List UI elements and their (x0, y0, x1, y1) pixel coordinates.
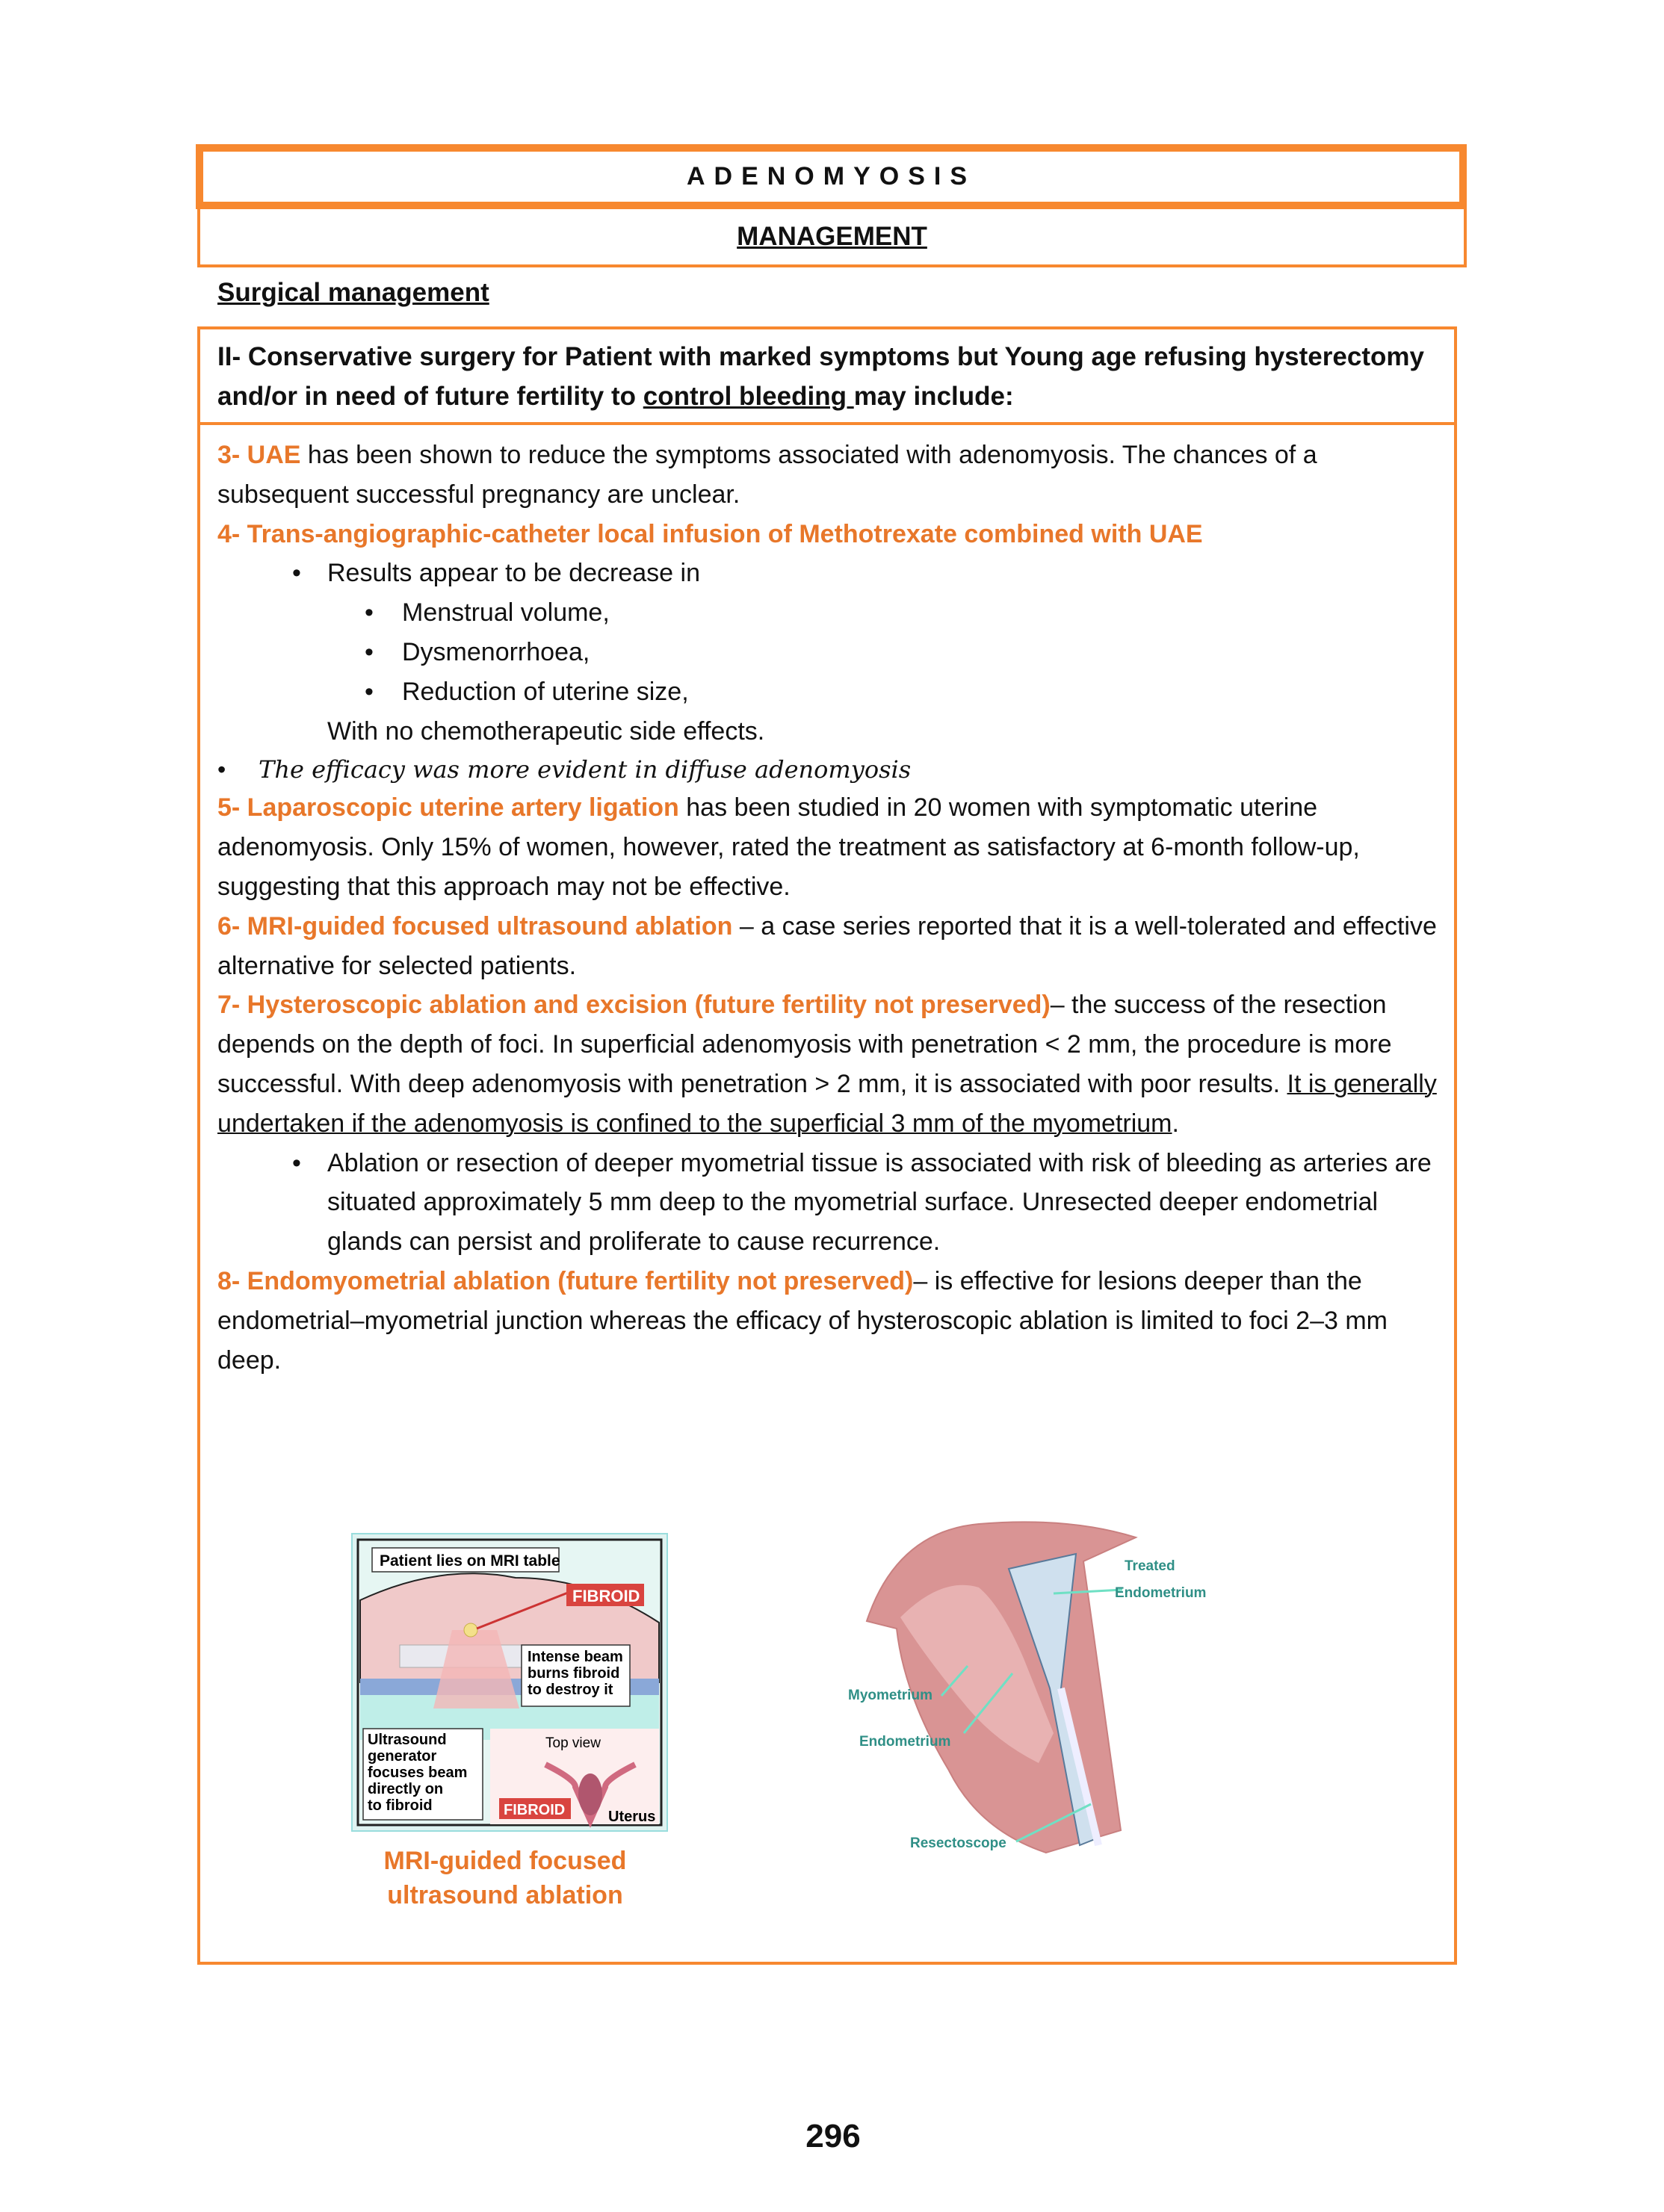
item-text: has been shown to reduce the symptoms associated with adenomyosis. The chances of a subsequent successful pregnancy are unclear. (217, 441, 1317, 509)
bullet: • Results appear to be decrease in (217, 554, 1443, 593)
item-uae (217, 436, 1443, 515)
item-underlined: It is generally undertaken if the adenomyosis is confined to the superficial 3 mm of the myometrium (217, 1069, 1437, 1138)
fig-label-myometrium: Myometrium (848, 1688, 932, 1703)
caption-line: ultrasound ablation (387, 1881, 623, 1909)
item-text: – a case series reported that it is a well-tolerated and effective alternative for selected patients. (217, 911, 1437, 980)
section-heading: Surgical management (217, 278, 489, 307)
body-text (217, 436, 1443, 1380)
figure-caption (351, 1844, 659, 1912)
intro-end: may include: (853, 382, 1014, 411)
fig-label-beam: burns fibroid (528, 1665, 620, 1682)
fig-label-top-view: Top view (545, 1735, 601, 1751)
note: With no chemotherapeutic side effects. (327, 716, 765, 746)
item-label: 5- Laparoscopic uterine artery ligation (217, 793, 679, 822)
italic-bullet: • The efficacy was more evident in diffuse adenomyosis (217, 751, 1443, 788)
fig-label-generator: directly on (368, 1781, 444, 1797)
fig-label-fibroid: FIBROID (572, 1587, 640, 1605)
resectoscope-figure (829, 1517, 1218, 1860)
sub-bullet: • Dysmenorrhoea, (217, 633, 1443, 672)
fig-label-beam: Intense beam (528, 1649, 623, 1665)
fig-label-uterus: Uterus (608, 1809, 656, 1825)
item-label: 6- MRI-guided focused ultrasound ablation (217, 911, 733, 941)
fig-label-generator: focuses beam (368, 1765, 468, 1781)
subtitle-box (197, 209, 1467, 267)
fig-label-generator: generator (368, 1748, 437, 1765)
intro-text: II- Conservative surgery for Patient with marked symptoms but Young age refusing hysterectomy and/or in need of future fertility to (217, 342, 1424, 411)
bullet: • Ablation or resection of deeper myometrial tissue is associated with risk of bleeding as arteries are situated approximately 5 mm deep to the myometrial surface. Unresected deeper endometrial glands can persist and proliferate to cause recurrence. (217, 1144, 1443, 1262)
item-lap (217, 788, 1443, 906)
sub-bullet: • Menstrual volume, (217, 593, 1443, 633)
item-label: 7- Hysteroscopic ablation and excision (future fertility not preserved) (217, 991, 1051, 1020)
fig-label-resectoscope: Resectoscope (910, 1835, 1006, 1851)
item-label: 3- UAE (217, 441, 301, 469)
fig-label-beam: to destroy it (528, 1682, 613, 1698)
item-mtx (217, 515, 1443, 554)
caption-line: MRI-guided focused (383, 1847, 627, 1875)
fig-label-endometrium: Endometrium (859, 1734, 951, 1750)
page-number: 296 (805, 2118, 861, 2154)
item-endo (217, 1262, 1443, 1380)
item-label: 4- Trans-angiographic-catheter local infusion of Methotrexate combined with UAE (217, 519, 1203, 548)
fig-label-generator: Ultrasound (368, 1732, 447, 1748)
fig-label-fibroid2: FIBROID (504, 1802, 566, 1818)
fig-label-generator: to fibroid (368, 1797, 433, 1814)
page-title: ADENOMYOSIS (686, 162, 977, 190)
title-box (196, 144, 1467, 209)
item-text: – the success of the resection depends on the depth of foci. In superficial adenomyosis with penetration < 2 mm, the procedure is more successful. With deep adenomyosis with penetration > 2 mm, it is associated with poor results. (217, 991, 1392, 1098)
sub-bullet: • Reduction of uterine size, (217, 672, 1443, 712)
fig-label-treated-endometrium: Endometrium (1115, 1585, 1207, 1601)
intro-underlined: control bleeding (643, 382, 854, 411)
page-subtitle: MANAGEMENT (737, 222, 927, 251)
fig-label-table: Patient lies on MRI table (380, 1552, 560, 1570)
item-hys (217, 985, 1443, 1143)
item-text: – is effective for lesions deeper than the endometrial–myometrial junction whereas the efficacy of hysteroscopic ablation is limited to foci 2–3 mm deep. (217, 1266, 1388, 1375)
mri-ultrasound-figure (351, 1533, 668, 1832)
intro-heading (197, 326, 1457, 425)
item-text: has been studied in 20 women with symptomatic uterine adenomyosis. Only 15% of women, however, rated the treatment as satisfactory at 6-month follow-up, suggesting that this approach may not be effective. (217, 793, 1360, 901)
item-end: . (1172, 1109, 1179, 1138)
item-mri (217, 907, 1443, 986)
item-label: 8- Endomyometrial ablation (future fertility not preserved) (217, 1266, 914, 1295)
fig-label-treated: Treated (1125, 1558, 1175, 1574)
